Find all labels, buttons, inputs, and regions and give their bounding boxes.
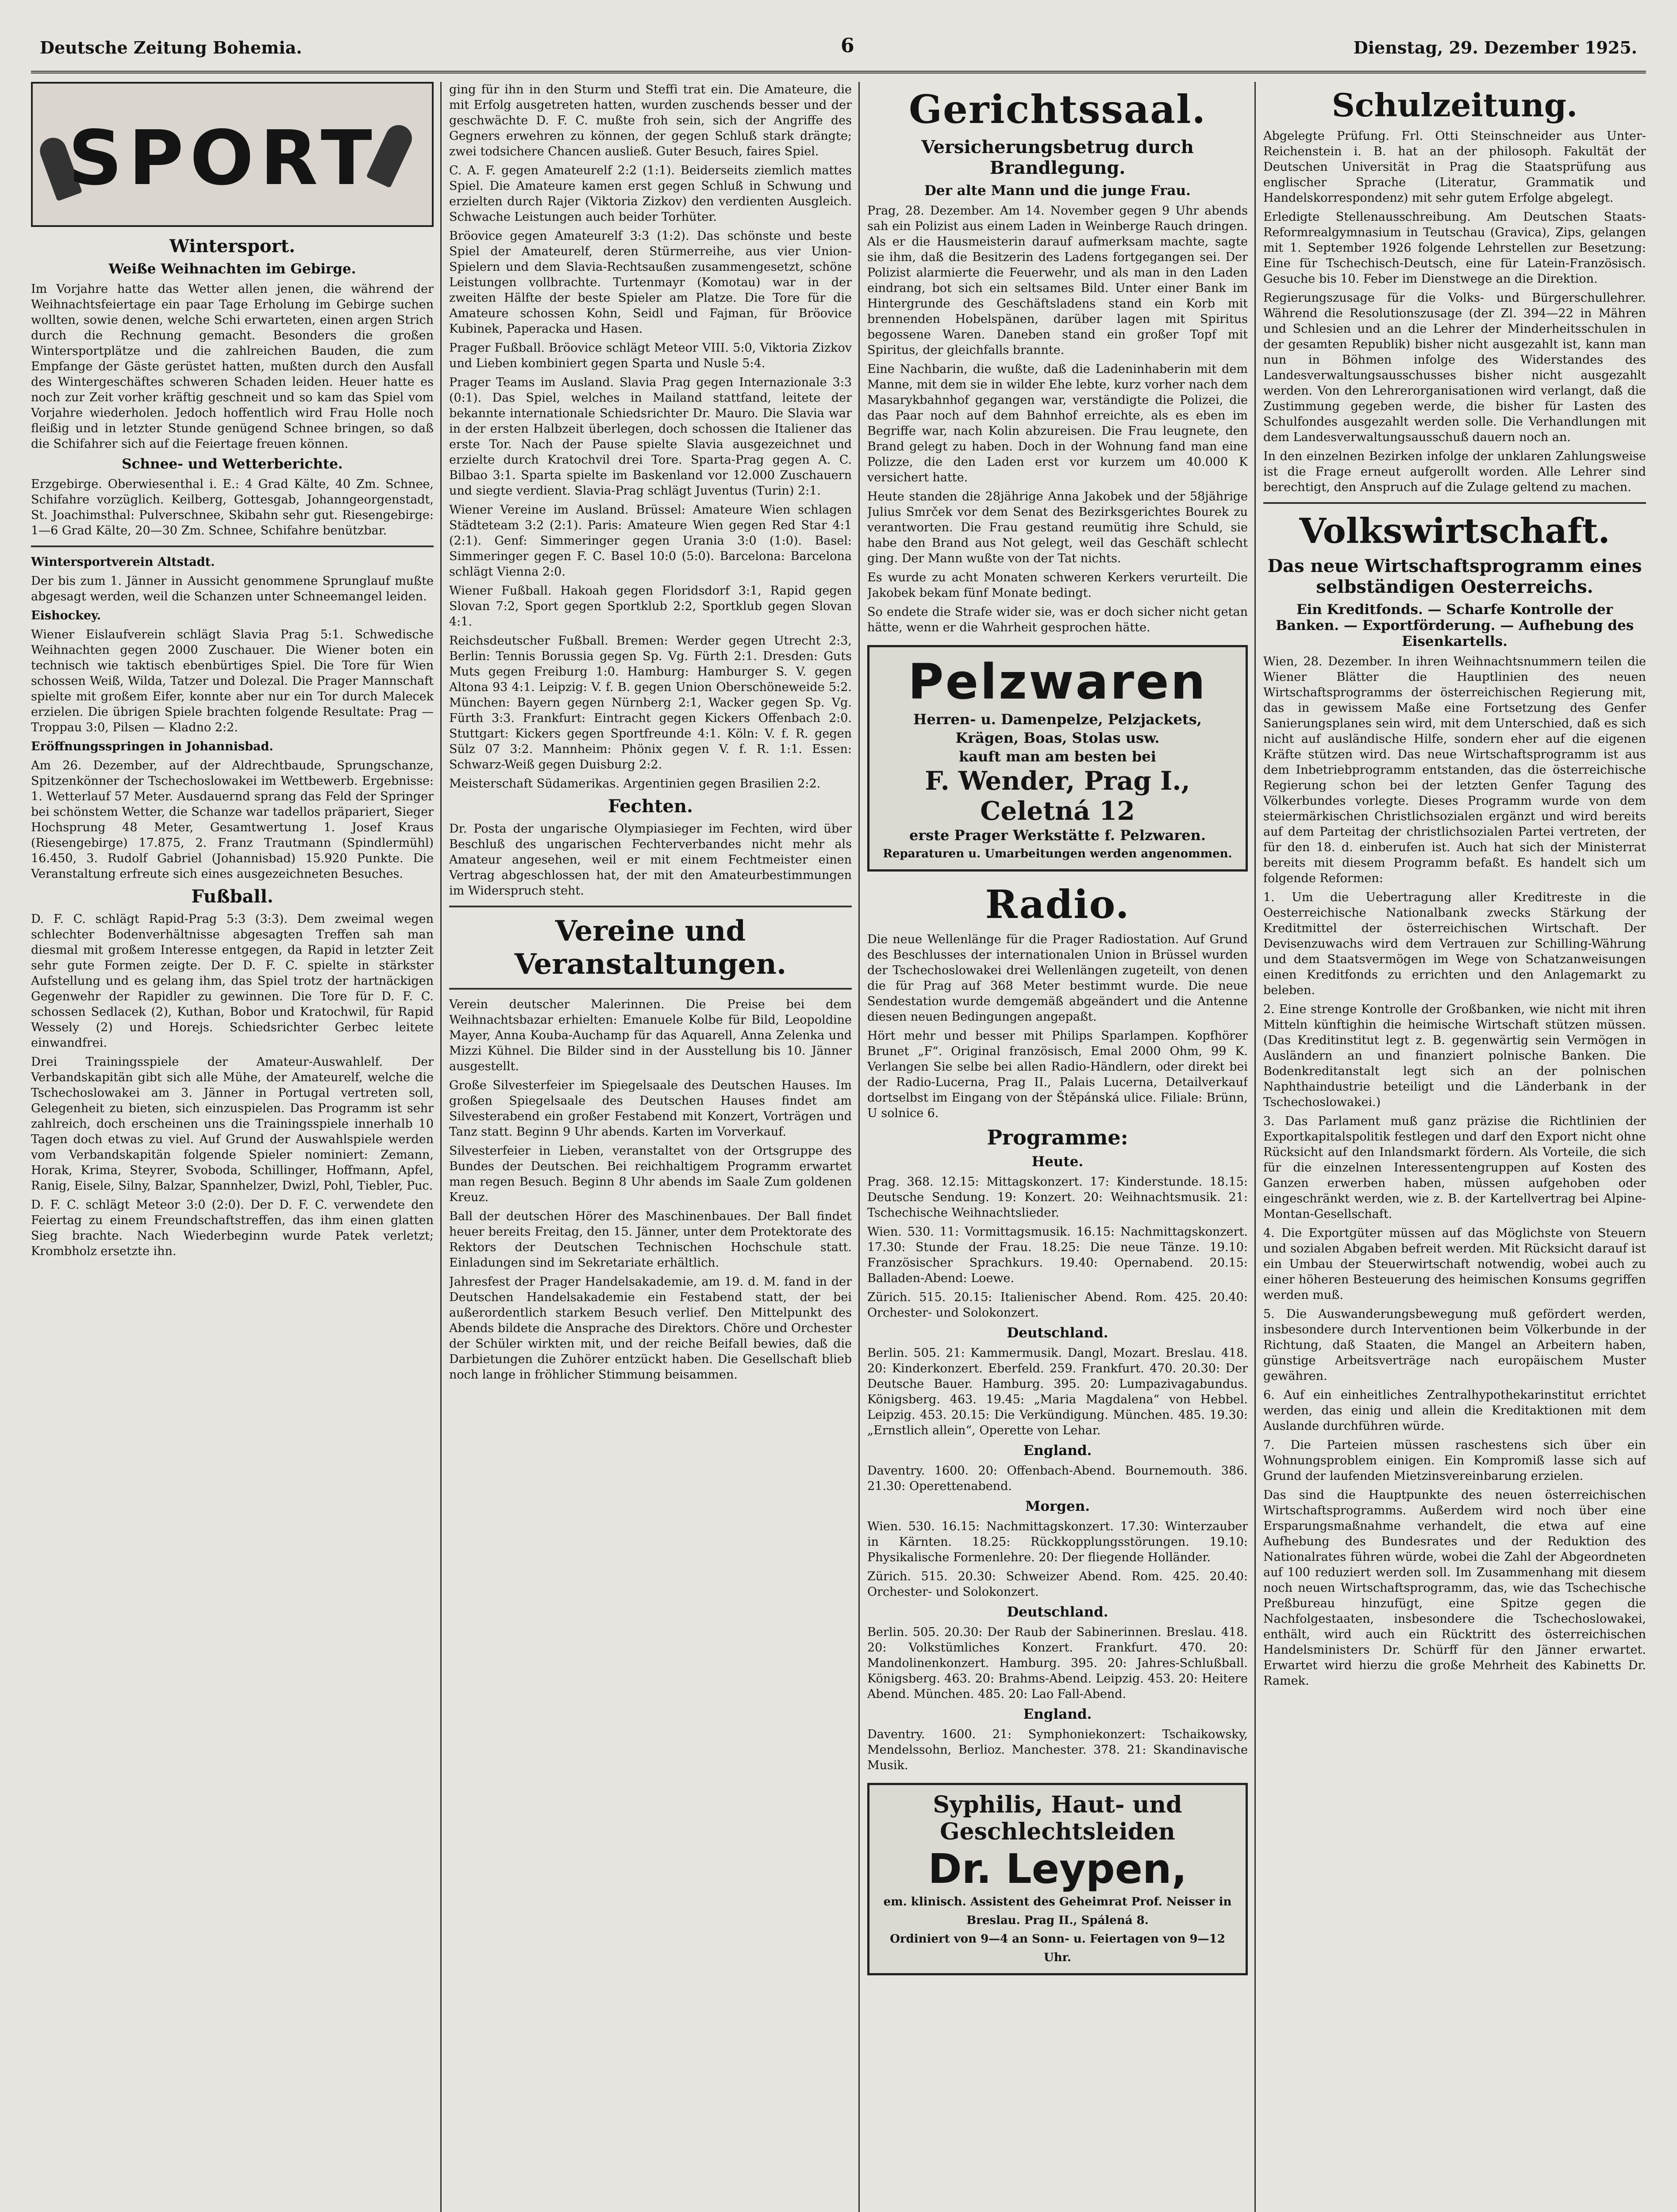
article-paragraph: Wiener Eislaufverein schlägt Slavia Prag 5:1. Schwedische Weihnachten gegen 2000 Zuschauer. Die Wiener boten ein technisch wie taktisch ebenbürtiges Spiel. Die Tore für Wien schossen Weiß, Wilda, Tatzer und Dolezal. Die Prager Mannschaft spielte mit großem Eifer, konnte aber nur ein Tor durch Malecek erzielen. Die übrigen Spiele brachten folgende Resultate: Prag — Troppau 3:0, Pilsen — Kladno 2:2.	[31, 628, 434, 734]
article-paragraph: Die neue Wellenlänge für die Prager Radiostation. Auf Grund des Beschlusses der internationalen Union in Brüssel wurden der Tschechoslowakei drei Wellenlängen zugeteilt, von denen die für Prag auf 368 Meter bestimmt wurde. Die neue Sendestation wurde demgemäß abgeändert und die Antenne diesen neuen Bedingungen angepaßt.	[867, 933, 1248, 1024]
article-paragraph: Eröffnungsspringen in Johannisbad.	[31, 740, 273, 753]
article-subheading: Das neue Wirtschaftsprogramm eines selbständigen Oesterreichs.	[1267, 556, 1642, 597]
article-paragraph: Wintersportverein Altstadt.	[31, 555, 215, 569]
article-paragraph: Erledigte Stellenausschreibung. Am Deutschen Staats-Reformrealgymnasium in Teutschau (Gravica), Zips, gelangen mit 1. September 1926 folgende Lehrstellen zur Besetzung: Eine für Tschechisch-Deutsch, eine für Latein-Französisch. Gesuche bis 10. Feber im Dienstwege an die Direktion.	[1263, 210, 1646, 286]
article-paragraph: 1. Um die Uebertragung aller Kreditreste in die Oesterreichische Nationalbank zwecks Stärkung der Kreditmittel der österreichischen Wirtschaft. Der Devisenzuwachs wird dem Vertrauen zur Schilling-Währung und dem Staatsvermögen im Wege von Schatzanweisungen einen Kreditfonds zu errichten und den Anlagemarkt zu beleben.	[1263, 891, 1646, 997]
article-paragraph: Am 26. Dezember, auf der Aldrechtbaude, Sprungschanze, Spitzenkönner der Tschechoslowakei im Wettbewerb. Ergebnisse: 1. Wetterlauf 57 Meter. Ausdauernd sprang das Feld der Springer bei schönstem Wetter, die Schanze war tadellos präpariert, Sieger Hochsprung 48 Meter, Gesamtwertung 1. Josef Kraus (Riesengebirge) 17.875, 2. Franz Trautmann (Spindlermühl) 16.450, 3. Rudolf Gabriel (Johannisbad) 15.920 Punkte. Die Veranstaltung erfreute sich eines ausgezeichneten Besuches.	[31, 759, 434, 881]
section-heading: Radio.	[985, 881, 1130, 927]
article-paragraph: 7. Die Parteien müssen raschestens sich über ein Wohnungsproblem einigen. Ein Kompromiß lasse sich auf Grund der laufenden Mietzinsvereinbarung erzielen.	[1263, 1438, 1646, 1483]
article-subheading: Ein Kreditfonds. — Scharfe Kontrolle der Banken. — Exportförderung. — Aufhebung des Eisenkartells.	[1275, 602, 1634, 649]
article-paragraph: Ball der deutschen Hörer des Maschinenbaues. Der Ball findet heuer bereits Freitag, den 15. Jänner, unter dem Protektorate des Rektors der Deutschen Technischen Hochschule statt. Einladungen sind im Sekretariate erhältlich.	[449, 1210, 852, 1270]
article-paragraph: Große Silvesterfeier im Spiegelsaale des Deutschen Hauses. Im großen Spiegelsaale des Deutschen Hauses findet am Silvesterabend ein großer Festabend mit Konzert, Vorträgen und Tanz statt. Beginn 9 Uhr abends. Karten im Vorverkauf.	[449, 1079, 852, 1139]
ad-text: erste Prager Werkstätte f. Pelzwaren.	[909, 827, 1206, 844]
article-subheading: Weiße Weihnachten im Gebirge.	[108, 261, 356, 277]
ad-hours: Ordiniert von 9—4 an Sonn- u. Feiertagen von 9—12 Uhr.	[890, 1932, 1225, 1964]
program-country: Deutschland.	[1007, 1604, 1108, 1620]
section-heading: Fechten.	[608, 796, 693, 817]
article-paragraph: Wien, 28. Dezember. In ihren Weihnachtsnummern teilen die Wiener Blätter die Hauptlinien des neuen Wirtschaftsprogramms der österreichischen Regierung mit, das in gewissem Maße eine Fortsetzung des Genfer Sanierungsplanes sein wird, mit dem Unterschied, daß es sich nicht auf ausländische Hilfe, sondern eher auf die eigenen Kräfte stützen wird. Das neue Wirtschaftsprogramm ist aus dem Inbetriebprogramm entstanden, das die österreichische Regierung schon bei der letzten Genfer Tagung des Völkerbundes vorlegte. Dieses Programm wurde von dem steiermärkischen Christlichsozialen ergänzt und wird bereits auf dem Parteitag der christlichsozialen Partei vertreten, der für den 18. d. einberufen ist. Auch hat sich der Ministerrat bereits mit diesem Programm befaßt. Es handelt sich um folgende Reformen:	[1263, 655, 1646, 885]
article-paragraph: D. F. C. schlägt Meteor 3:0 (2:0). Der D. F. C. verwendete den Feiertag zu einem Freundschaftstreffen, das ihm einen glatten Sieg brachte. Nach Wiederbeginn wurde Patek verletzt; Krombholz ersetzte ihn.	[31, 1198, 434, 1258]
article-paragraph: Wiener Fußball. Hakoah gegen Floridsdorf 3:1, Rapid gegen Slovan 7:2, Sport gegen Sportklub 2:2, Sportklub gegen Slovan 4:1.	[449, 584, 852, 629]
article-paragraph: Silvesterfeier in Lieben, veranstaltet von der Ortsgruppe des Bundes der Deutschen. Bei reichhaltigem Programm erwartet man regen Besuch. Beginn 8 Uhr abends im Saale Zum goldenen Kreuz.	[449, 1144, 852, 1204]
section-heading: Gerichtssaal.	[908, 86, 1207, 132]
ad-text: Herren- u. Damenpelze, Pelzjackets,	[913, 711, 1202, 728]
section-heading: Schulzeitung.	[1331, 86, 1578, 124]
article-paragraph: 3. Das Parlament muß ganz präzise die Richtlinien der Exportkapitalspolitik festlegen und darf den Export nicht ohne Rücksicht auf den Inlandsmarkt fördern. Als Vorteile, die sich für die einzelnen Interessentengruppen auf Kosten des Ganzen erwerben haben, müssen aufgehoben oder eingeschränkt werden, wie z. B. der Kartellvertrag bei Alpine-Montan-Gesellschaft.	[1263, 1114, 1646, 1221]
advertisement-pelzwaren	[867, 645, 1248, 872]
program-listing: Daventry. 1600. 20: Offenbach-Abend. Bournemouth. 386. 21.30: Operettenabend.	[867, 1464, 1248, 1493]
advertisement-leypen	[867, 1783, 1248, 1975]
ad-text: Reparaturen u. Umarbeitungen werden angenommen.	[883, 847, 1232, 860]
sport-logo	[31, 82, 434, 227]
article-subheading: Versicherungsbetrug durch Brandlegung.	[921, 137, 1194, 178]
masthead	[31, 18, 1646, 73]
program-day: Heute.	[1031, 1154, 1084, 1170]
section-heading: Fußball.	[191, 886, 273, 907]
article-paragraph: Wiener Vereine im Ausland. Brüssel: Amateure Wien schlagen Städteteam 3:2 (2:1). Paris: Amateure Wien gegen Red Star 4:1 (2:1). Genf: Simmeringer gegen Urania 3:0 (1:0). Basel: Simmeringer gegen F. C. Basel 10:0 (5:0). Barcelona: Barcelona schlägt Vienna 2:0.	[449, 503, 852, 579]
article-paragraph: Abgelegte Prüfung. Frl. Otti Steinschneider aus Unter-Reichenstein i. B. hat an der philosoph. Fakultät der Deutschen Universität in Prag die Staatsprüfung aus englischer Sprache (Literatur, Grammatik und Handelskorrespondenz) mit sehr gutem Erfolge abgelegt.	[1263, 129, 1646, 205]
masthead-paper-name: Deutsche Zeitung Bohemia.	[40, 38, 302, 58]
ad-title: Pelzwaren	[908, 653, 1207, 710]
program-listing: Berlin. 505. 20.30: Der Raub der Sabinerinnen. Breslau. 418. 20: Volkstümliches Konzert. Frankfurt. 470. 20: Mandolinenkonzert. Hamburg. 395. 20: Jahres-Schlußball. Königsberg. 463. 20: Brahms-Abend. Leipzig. 453. 20: Heitere Abend. München. 485. 20: Lao Fall-Abend.	[867, 1625, 1248, 1701]
column-rule	[858, 82, 860, 2212]
ad-firm-name: F. Wender, Prag I., Celetná 12	[925, 766, 1190, 826]
article-paragraph: Prager Fußball. Bröovice schlägt Meteor VIII. 5:0, Viktoria Zizkov und Lieben kombiniert gegen Sparta und Nusle 5:4.	[449, 341, 852, 370]
program-country: Deutschland.	[1007, 1325, 1108, 1341]
column-rule	[1254, 82, 1256, 2212]
column-court-radio	[867, 82, 1248, 2212]
ad-doctor-name: Dr. Leypen,	[928, 1845, 1187, 1893]
article-paragraph: Regierungszusage für die Volks- und Bürgerschullehrer. Während die Resolutionszusage (der Zl. 394—22 in Mähren und Schlesien und an die Lehrer der Minderheitsschulen in der gesamten Republik) bisher nicht ausgezahlt ist, kann man nun in Böhmen infolge des Widerstandes des Landesverwaltungsausschusses bisher nicht ausgezahlt werden. Von den Lehrerorganisationen wird verlangt, daß die Zustimmung gegeben werde, die bisher für Lasten des Schulfondes ausgezahlt werden solle. Die Verhandlungen mit dem Landesverwaltungsausschuß dauern noch an.	[1263, 291, 1646, 444]
article-paragraph: C. A. F. gegen Amateurelf 2:2 (1:1). Beiderseits ziemlich mattes Spiel. Die Amateure kamen erst gegen Schluß in Schwung und erzielten durch Rajer (Viktoria Zizkov) den verdienten Ausgleich. Schwache Leistungen auch beider Torhüter.	[449, 164, 852, 224]
article-paragraph: D. F. C. schlägt Rapid-Prag 5:3 (3:3). Dem zweimal wegen schlechter Bodenverhältnisse abgesagten Treffen sah man diesmal mit großem Interesse entgegen, da Rapid in letzter Zeit sehr gute Formen zeigte. Der D. F. C. spielte in stärkster Aufstellung und es gelang ihm, das Spiel trotz der hartnäckigen Gegenwehr der Rapidler zu gewinnen. Die Tore für D. F. C. schossen Sedlacek (2), Kuthan, Bobor und Kratochwil, für Rapid Wessely (2) und Horejs. Schiedsrichter Gerbec leitete einwandfrei.	[31, 912, 434, 1050]
program-country: England.	[1023, 1706, 1092, 1722]
masthead-date: Dienstag, 29. Dezember 1925.	[1353, 38, 1637, 58]
column-school-economy	[1263, 82, 1646, 2212]
article-paragraph: In den einzelnen Bezirken infolge der unklaren Zahlungsweise ist die Frage erneut aufgerollt worden. Alle Lehrer sind berechtigt, den Anspruch auf die Zulage geltend zu machen.	[1263, 449, 1646, 494]
program-listing: Wien. 530. 16.15: Nachmittagskonzert. 17.30: Winterzauber in Kärnten. 18.25: Rückkopplungsstörungen. 19.10: Physikalische Formenlehre. 20: Der fliegende Holländer.	[867, 1520, 1248, 1564]
program-day: Morgen.	[1025, 1498, 1090, 1514]
divider	[449, 906, 852, 907]
program-listing: Zürich. 515. 20.30: Schweizer Abend. Rom. 425. 20.40: Orchester- und Solokonzert.	[867, 1570, 1248, 1599]
article-paragraph: Der bis zum 1. Jänner in Aussicht genommene Sprunglauf mußte abgesagt werden, weil die Schanzen unter Schneemangel leiden.	[31, 574, 434, 603]
section-heading: Volkswirtschaft.	[1299, 511, 1610, 551]
article-paragraph: 6. Auf ein einheitliches Zentralhypothekarinstitut errichtet werden, das einig und allein die Kreditaktionen mit dem Auslande durchführen würde.	[1263, 1388, 1646, 1433]
article-paragraph: Bröovice gegen Amateurelf 3:3 (1:2). Das schönste und beste Spiel der Amateurelf, deren Stürmerreihe, aus vier Union-Spielern und dem Slavia-Rechtsaußen zusammengesetzt, schöne Leistungen vollbrachte. Turtenmayr (Komotau) war in der zweiten Hälfte der beste Spieler am Platze. Die Tore für die Amateure schossen Kohn, Seidl und Fajman, für Bröovice Kubinek, Paperacka und Hasen.	[449, 229, 852, 336]
article-paragraph: Reichsdeutscher Fußball. Bremen: Werder gegen Utrecht 2:3, Berlin: Tennis Borussia gegen Sp. Vg. Fürth 2:1. Dresden: Guts Muts gegen Freiburg 1:0. Hamburg: Hamburger S. V. gegen Altona 93 4:1. Leipzig: V. f. B. gegen Union Oberschöneweide 5:2. München: Bayern gegen Nürnberg 2:1, Wacker gegen Sp. Vg. Fürth 3:3. Frankfurt: Eintracht gegen Kickers Offenbach 2:0. Stuttgart: Kickers gegen Sportfreunde 4:1. Köln: V. f. R. gegen Sülz 07 3:2. Mannheim: Phönix gegen V. f. R. 1:1. Essen: Schwarz-Weiß gegen Duisburg 2:2.	[449, 634, 852, 772]
article-paragraph: 2. Eine strenge Kontrolle der Großbanken, wie nicht mit ihren Mitteln künftighin die heimische Wirtschaft stützen müssen. (Das Kreditinstitut legt z. B. gegenwärtig sein Vermögen in Ausländern an und finanziert polnische Banken. Die Bodenkreditanstalt legt sich an der polnischen Naphthaindustrie beteiligt und die Länderbank in der Tschechoslowakei.)	[1263, 1002, 1646, 1109]
divider	[31, 545, 434, 547]
program-country: England.	[1023, 1443, 1092, 1459]
program-listing: Zürich. 515. 20.15: Italienischer Abend. Rom. 425. 20.40: Orchester- und Solokonzert.	[867, 1290, 1248, 1320]
article-paragraph: Drei Trainingsspiele der Amateur-Auswahlelf. Der Verbandskapitän gibt sich alle Mühe, der Amateurelf, welche die Tschechoslowakei am 3. Jänner in Portugal vertreten soll, Gelegenheit zu bieten, sich einzuspielen. Das Programm ist sehr zahlreich, doch erscheinen uns die Trainingsspiele innerhalb 10 Tagen doch etwas zu viel. Auf Grund der Auswahlspiele werden vom Verbandskapitän folgende Spieler nominiert: Zemann, Horak, Krima, Steyrer, Svoboda, Schillinger, Hoffmann, Apfel, Ranig, Eisele, Silny, Balzar, Spannhelzer, Dwizl, Pohl, Tiebler, Puc.	[31, 1055, 434, 1193]
article-paragraph: Eishockey.	[31, 609, 101, 622]
program-listing: Daventry. 1600. 21: Symphoniekonzert: Tschaikowsky, Mendelssohn, Berlioz. Manchester. 378. 21: Skandinavische Musik.	[867, 1728, 1248, 1772]
article-paragraph: 5. Die Auswanderungsbewegung muß gefördert werden, insbesondere durch Interventionen beim Völkerbunde in der Richtung, daß Staaten, die Mangel an Arbeitern haben, günstige Arbeitsverträge nach europäischem Muster gewähren.	[1263, 1307, 1646, 1383]
program-listing: Berlin. 505. 21: Kammermusik. Dangl, Mozart. Breslau. 418. 20: Kinderkonzert. Eberfeld. 259. Frankfurt. 470. 20.30: Der Deutsche Bauer. Hamburg. 395. 20: Lumpazivagabundus. Königsberg. 463. 19.45: „Maria Magdalena“ von Hebbel. Leipzig. 453. 20.15: Die Verkündigung. München. 485. 19.30: „Ernstlich allein“, Operette von Lehar.	[867, 1346, 1248, 1437]
section-heading: Wintersport.	[169, 236, 296, 257]
article-paragraph: Prag, 28. Dezember. Am 14. November gegen 9 Uhr abends sah ein Polizist aus einem Laden in Weinberge Rauch dringen. Als er die Hausmeisterin darauf aufmerksam machte, sagte sie ihm, daß die Besitzerin des Ladens fortgegangen sei. Der Polizist alarmierte die Feuerwehr, und als man in den Laden eindrang, bot sich ein seltsames Bild. Unter einer Bank im Hintergrunde des Geschäftsladens stand ein Korb mit brennenden Hobelspänen, darüber lagen mit Spiritus begossene Waren. Daneben stand ein großer Topf mit Spiritus, der gleichfalls brannte.	[867, 204, 1248, 357]
column-sport	[31, 82, 434, 2212]
article-paragraph: Das sind die Hauptpunkte des neuen österreichischen Wirtschaftsprogramms. Außerdem wird noch über eine Ersparungsmaßnahme verhandelt, die etwa auf eine Aufhebung des Bundesrates und der Reduktion des Nationalrates führen würde, wobei die Zahl der Abgeordneten auf 100 reduziert werden soll. Im Zusammenhang mit diesem noch neuen Wirtschaftsprogramm, das, wie das Tschechische Preßbureau hinzufügt, eine Spitze gegen die Nachfolgestaaten, insbesondere die Tschechoslowakei, enthält, wird auch ein Rücktritt des österreichischen Handelsministers Dr. Schürff für den Jänner erwartet. Erwartet wird hierzu die große Mehrheit des Kabinetts Dr. Ramek.	[1263, 1488, 1646, 1688]
article-paragraph: Jahresfest der Prager Handelsakademie, am 19. d. M. fand in der Deutschen Handelsakademie ein Festabend statt, der bei außerordentlich starkem Besuch verlief. Den Mittelpunkt des Abends bildete die Ansprache des Direktors. Chöre und Orchester der Schüler wirkten mit, und der reiche Beifall bewies, daß die Darbietungen die Zuhörer entzückt haben. Die Gesellschaft blieb noch lange in fröhlicher Stimmung beisammen.	[449, 1275, 852, 1382]
article-paragraph: ging für ihn in den Sturm und Steffi trat ein. Die Amateure, die mit Erfolg ausgetreten hatten, wurden zuschends besser und der geschwächte D. F. C. mußte froh sein, sich der Angriffe des Gegners erwehren zu können, der gegen Schluß stark drängte; zwei todsichere Chancen ausließ. Guter Besuch, faires Spiel.	[449, 83, 852, 158]
program-heading: Programme:	[987, 1125, 1128, 1149]
column-rule	[440, 82, 442, 2212]
ad-text: Krägen, Boas, Stolas usw.	[955, 730, 1160, 746]
article-paragraph: Erzgebirge. Oberwiesenthal i. E.: 4 Grad Kälte, 40 Zm. Schnee, Schifahre vorzüglich. Keilberg, Gottesgab, Johanngeorgenstadt, St. Joachimsthal: Pulverschnee, Skibahn sehr gut. Riesengebirge: 1—6 Grad Kälte, 20—30 Zm. Schnee, Schifahre benützbar.	[31, 477, 434, 538]
article-paragraph: Eine Nachbarin, die wußte, daß die Ladeninhaberin mit dem Manne, mit dem sie in wilder Ehe lebte, kurz vorher nach dem Masarykbahnhof gegangen war, verständigte die Polizei, die das Paar noch auf dem Bahnhof erreichte, als es eben im Begriffe war, nach Kolin abzureisen. Die Frau leugnete, den Brand gelegt zu haben. Doch in der Wohnung fand man eine Polizze, die den Laden erst vor kurzem um 40.000 K versichert hatte.	[867, 362, 1248, 484]
divider	[449, 988, 852, 990]
article-subheading: Schnee- und Wetterberichte.	[122, 456, 343, 472]
section-heading: Vereine und Veranstaltungen.	[514, 914, 787, 981]
article-paragraph: So endete die Strafe wider sie, was er doch sicher nicht getan hätte, wenn er die Wahrheit gesprochen hätte.	[867, 605, 1248, 634]
ad-text: kauft man am besten bei	[959, 748, 1156, 765]
article-subheading: Der alte Mann und die junge Frau.	[924, 183, 1191, 199]
article-paragraph: Hört mehr und besser mit Philips Sparlampen. Kopfhörer Brunet „F“. Original französisch, Emal 2000 Ohm, 99 K. Verlangen Sie selbe bei allen Radio-Händlern, oder direkt bei der Radio-Lucerna, Prag II., Palais Lucerna, Detailverkauf dortselbst im Eingang von der Štěpánská ulice. Filiale: Brünn, U solnice 6.	[867, 1029, 1248, 1120]
article-paragraph: Verein deutscher Malerinnen. Die Preise bei dem Weihnachtsbazar erhielten: Emanuele Kolbe für Bild, Leopoldine Mayer, Anna Kouba-Auchamp für das Aquarell, Anna Zelenka und Mizzi Kühnel. Die Bilder sind in der Ausstellung bis 10. Jänner ausgestellt.	[449, 998, 852, 1073]
ad-text: em. klinisch. Assistent des Geheimrat Prof. Neisser in Breslau. Prag II., Spálená 8.	[883, 1895, 1232, 1927]
article-paragraph: Es wurde zu acht Monaten schweren Kerkers verurteilt. Die Jakobek bekam fünf Monate bedingt.	[867, 571, 1248, 600]
article-paragraph: Prager Teams im Ausland. Slavia Prag gegen Internazionale 3:3 (0:1). Das Spiel, welches in Mailand stattfand, leitete der bekannte internationale Schiedsrichter Dr. Mauro. Die Slavia war in der ersten Halbzeit überlegen, doch schossen die Italiener das erste Tor. Nach der Pause spielte Slavia ausgezeichnet und erzielte durch Kratochvil drei Tore. Sparta-Prag gegen A. C. Bilbao 3:1. Sparta spielte im Baskenland vor 12.000 Zuschauern und siegte verdient. Slavia-Prag schlägt Juventus (Turin) 2:1.	[449, 376, 852, 498]
masthead-page-number: 6	[841, 35, 854, 57]
sport-logo-text: SPORT	[68, 115, 378, 202]
divider	[1263, 502, 1646, 504]
ad-title: Syphilis, Haut- und Geschlechtsleiden	[933, 1791, 1182, 1845]
article-paragraph: Im Vorjahre hatte das Wetter allen jenen, die während der Weihnachtsfeiertage ein paar Tage Erholung im Gebirge suchen wollten, sowie denen, welche Schi erwarteten, einen argen Strich durch die Rechnung gemacht. Besonders die großen Wintersportplätze und die zahlreichen Bauden, die zum Empfange der Gäste gerüstet hatten, mußten durch den Ausfall des Wintergeschäftes schweren Schaden leiden. Heuer hatte es noch zur Zeit vorher kräftig geschneit und so kam das Spiel vom Vorjahre wiederholen. Jedoch hoffentlich wird Frau Holle noch fleißig und in letzter Stunde genügend Schnee bringen, so daß die Schifahrer sich auf die Feiertage freuen können.	[31, 282, 434, 451]
program-listing: Prag. 368. 12.15: Mittagskonzert. 17: Kinderstunde. 18.15: Deutsche Sendung. 19: Konzert. 20: Weihnachtsmusik. 21: Tschechische Weihnachtslieder.	[867, 1175, 1248, 1220]
article-paragraph: 4. Die Exportgüter müssen auf das Möglichste von Steuern und sozialen Abgaben befreit werden. Mit Rücksicht darauf ist ein Umbau der Steuerwirtschaft notwendig, wobei auch zu einer höheren Besteuerung des heimischen Konsums gegriffen werden muß.	[1263, 1226, 1646, 1302]
column-sport-continued	[449, 82, 852, 2212]
program-listing: Wien. 530. 11: Vormittagsmusik. 16.15: Nachmittagskonzert. 17.30: Stunde der Frau. 18.25: Die neue Tänze. 19.10: Französischer Sprachkurs. 19.40: Opernabend. 20.15: Balladen-Abend: Loewe.	[867, 1225, 1248, 1285]
article-paragraph: Heute standen die 28jährige Anna Jakobek und der 58jährige Julius Smrček vor dem Senat des Bezirksgerichtes Bourek zu verantworten. Die Frau gestand reumütig ihre Schuld, sie habe den Brand aus Not gelegt, weil das Geschäft schlecht ging. Der Mann wußte von der Tat nichts.	[867, 490, 1248, 565]
article-paragraph: Dr. Posta der ungarische Olympiasieger im Fechten, wird über Beschluß des ungarischen Fechterverbandes nicht mehr als Amateur angesehen, weil er mit einem Fechtmeister einen Vertrag abgeschlossen hat, der mit den Amateurbestimmungen im Widerspruch steht.	[449, 822, 852, 898]
article-paragraph: Meisterschaft Südamerikas. Argentinien gegen Brasilien 2:2.	[449, 777, 821, 791]
